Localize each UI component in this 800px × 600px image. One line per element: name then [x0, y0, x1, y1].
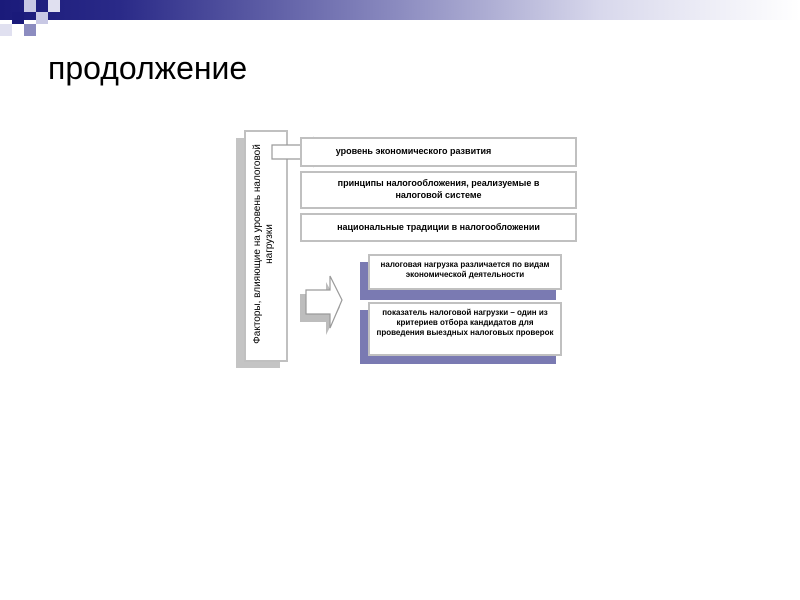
page-title: продолжение: [48, 50, 248, 86]
factors-vertical-label: Факторы, влияющие на уровень налоговой нагрузки: [252, 144, 275, 344]
factor-text-3: национальные традиции в налогообложении: [337, 222, 540, 232]
conclusion-text-2: показатель налоговой нагрузки – один из критериев отбора кандидатов для проведения выездных налоговых проверок: [376, 308, 554, 337]
conclusion-text-1: налоговая нагрузка различается по видам экономической деятельности: [380, 260, 550, 279]
conclusion-box-2: [368, 302, 562, 356]
factor-box-3: [300, 213, 577, 242]
factor-text-2: принципы налогообложения, реализуемые в налоговой системе: [337, 178, 540, 200]
factor-box-1: [300, 137, 577, 167]
factor-box-2: [300, 171, 577, 209]
factor-text-1: уровень экономического развития: [335, 146, 492, 156]
conclusion-box-1: [368, 254, 562, 290]
